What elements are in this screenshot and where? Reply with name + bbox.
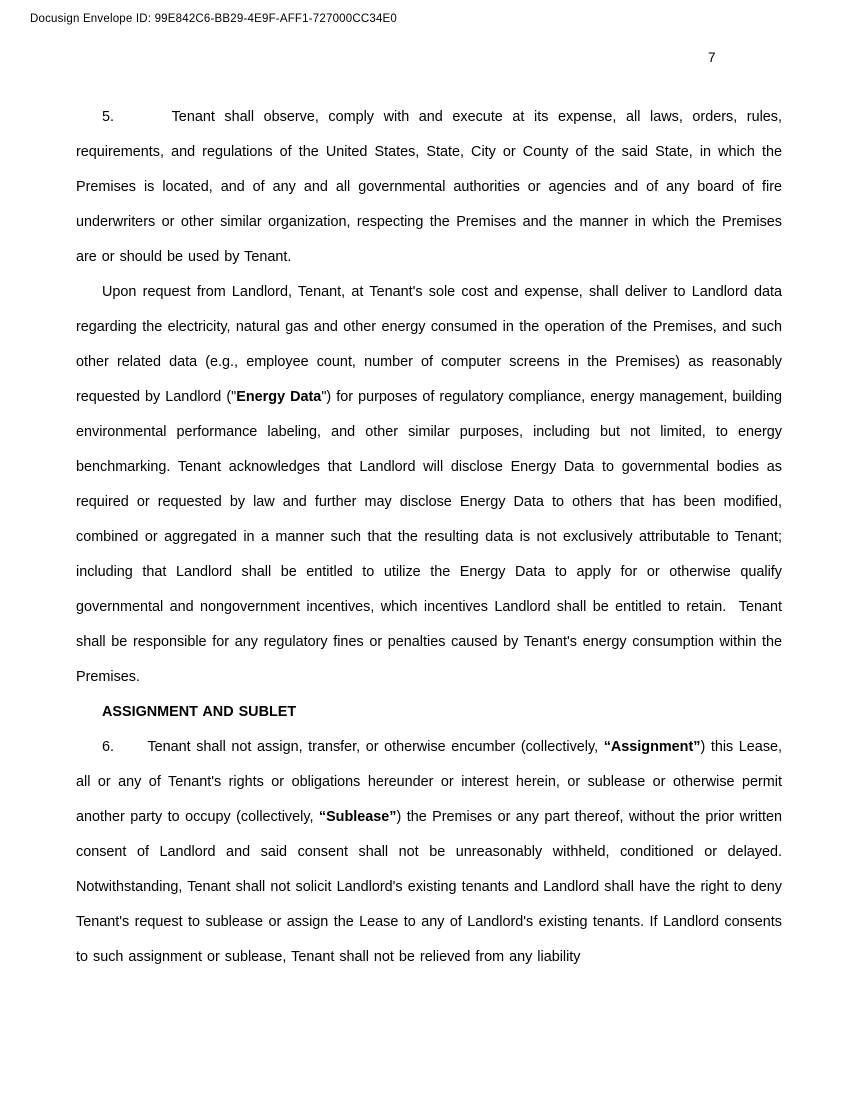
paragraph-energy-data: Upon request from Landlord, Tenant, at Tenant's sole cost and expense, shall deliver to Landlord data regarding the electricity, natural gas and other energy consumed in the operation of the Premises, and such other related data (e.g., employee count, number of computer screens in the Premises) as reasonably requested by Landlord ("Energy Data") for purposes of regulatory compliance, energy management, building environmental performance labeling, and other similar purposes, including but not limited, to energy benchmarking. Tenant acknowledges that Landlord will disclose Energy Data to governmental bodies as required or requested by law and further may disclose Energy Data to others that has been modified, combined or aggregated in a manner such that the resulting data is not exclusively attributable to Tenant; including that Landlord shall be entitled to utilize the Energy Data to apply for or otherwise qualify governmental and nongovernment incentives, which incentives Landlord shall be entitled to retain. Tenant shall be responsible for any regulatory fines or penalties caused by Tenant's energy consumption within the Premises. [76,284,787,685]
paragraph-section-6: 6. Tenant shall not assign, transfer, or otherwise encumber (collectively, “Assignment”) this Lease, all or any of Tenant's rights or obligations hereunder or interest herein, or sublease or otherwise permit another party to occupy (collectively, “Sublease”) the Premises or any part thereof, without the prior written consent of Landlord and said consent shall not be unreasonably withheld, conditioned or delayed. Notwithstanding, Tenant shall not solicit Landlord's existing tenants and Landlord shall have the right to deny Tenant's request to sublease or assign the Lease to any of Landlord's existing tenants. If Landlord consents to such assignment or sublease, Tenant shall not be relieved from any liability [76,739,788,965]
docusign-envelope-id: Docusign Envelope ID: 99E842C6-BB29-4E9F-AFF1-727000CC34E0 [30,13,398,25]
heading-assignment-and-sublet: ASSIGNMENT AND SUBLET [102,704,297,720]
page-number: 7 [708,50,716,65]
paragraph-section-5: 5. Tenant shall observe, comply with and execute at its expense, all laws, orders, rules, requirements, and regulations of the United States, State, City or County of the said State, in which the Premises is located, and of any and all governmental authorities or agencies and of any board of fire underwriters or other similar organization, respecting the Premises and the manner in which the Premises are or should be used by Tenant. [76,109,787,265]
document-body [76,100,788,975]
